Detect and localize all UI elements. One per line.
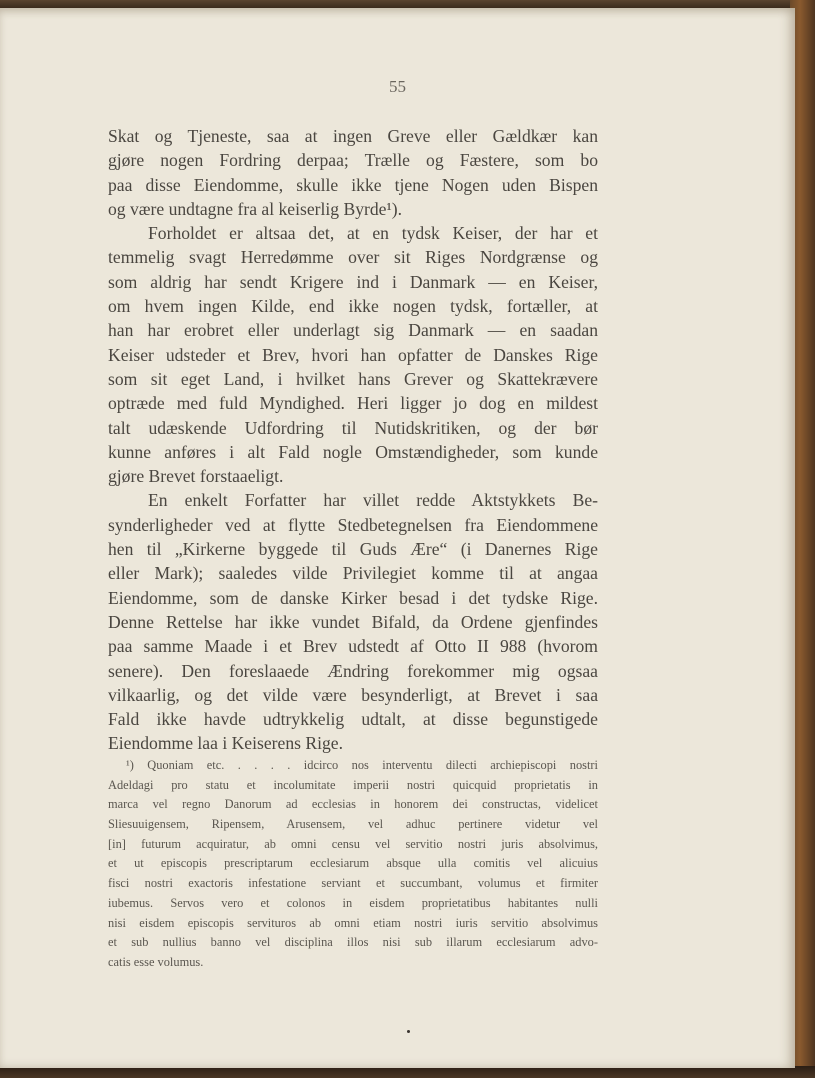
text-line: eller Mark); saaledes vilde Privilegiet komme til at angaa xyxy=(108,563,598,584)
text-line: kunne anføres i alt Fald nogle Omstændigheder, som kunde xyxy=(108,441,598,462)
text-line: synderligheder ved at flytte Stedbetegnelsen fra Eiendommene xyxy=(108,514,598,535)
footnote-line: fisci nostri exactoris infestatione serviant et succumbant, volumus et firmiter xyxy=(108,876,598,891)
text-line: temmelig svagt Herredømme over sit Riges Nordgrænse og xyxy=(108,247,598,268)
text-line: og være undtagne fra al keiserlig Byrde¹). xyxy=(108,198,403,219)
footnote-line: ¹) Quoniam etc. . . . . idcirco nos interventu dilecti archiepiscopi nostri xyxy=(126,758,598,772)
footnote xyxy=(108,756,598,973)
text-line: En enkelt Forfatter har villet redde Aktstykkets Be- xyxy=(148,490,598,511)
footnote-line: et sub nullius banno vel disciplina illos nisi sub illarum ecclesiarum advo- xyxy=(108,935,598,950)
footnote-line: iubemus. Servos vero et colonos in eisdem proprietatibus habitantes nulli xyxy=(108,895,598,910)
text-line: Skat og Tjeneste, saa at ingen Greve eller Gældkær kan xyxy=(108,126,598,146)
ink-speck xyxy=(407,1030,410,1033)
text-line: Denne Rettelse har ikke vundet Bifald, da Ordene gjenfindes xyxy=(108,611,598,632)
text-line: Keiser udsteder et Brev, hvori han opfatter de Danskes Rige xyxy=(108,344,598,365)
text-line: han har erobret eller underlagt sig Danmark — en saadan xyxy=(108,320,598,341)
footnote-line: nisi eisdem episcopis servituros ab omni etiam nostri iuris servitio absolvimus xyxy=(108,915,598,930)
footnote-line: [in] futurum acquiratur, ab omni censu vel servitio nostri juris absolvimus, xyxy=(108,836,598,851)
footnote-line: marca vel regno Danorum ad ecclesias in honorem dei constructas, videlicet xyxy=(108,797,598,812)
text-line: som sit eget Land, i hvilket hans Grever og Skattekrævere xyxy=(108,368,598,389)
text-line: Forholdet er altsaa det, at en tydsk Keiser, der har et xyxy=(148,223,598,244)
text-line: paa disse Eiendomme, skulle ikke tjene Nogen uden Bispen xyxy=(108,174,598,195)
text-line: paa samme Maade i et Brev udstedt af Otto II 988 (hvorom xyxy=(108,636,598,657)
text-line: senere). Den foreslaaede Ændring forekommer mig ogsaa xyxy=(108,660,598,681)
text-line: Eiendomme laa i Keiserens Rige. xyxy=(108,733,343,754)
text-line: om hvem ingen Kilde, end ikke nogen tydsk, fortæller, at xyxy=(108,296,598,317)
footnote-line: catis esse volumus. xyxy=(108,954,204,969)
body-text xyxy=(108,124,598,756)
text-line: gjøre nogen Fordring derpaa; Trælle og Fæstere, som bo xyxy=(108,150,598,171)
footnote-line: Adeldagi pro statu et incolumitate imperii nostri quicquid proprietatis in xyxy=(108,777,598,792)
text-line: Fald ikke havde udtrykkelig udtalt, at disse begunstigede xyxy=(108,709,598,730)
footnote-line: et ut episcopis prescriptarum ecclesiarum absque ulla comitis vel alicuius xyxy=(108,856,598,871)
book-page xyxy=(0,8,795,1068)
text-line: som aldrig har sendt Krigere ind i Danmark — en Keiser, xyxy=(108,271,598,292)
text-line: Eiendomme, som de danske Kirker besad i det tydske Rige. xyxy=(108,587,598,608)
text-line: optræde med fuld Myndighed. Heri ligger jo dog en mildest xyxy=(108,393,598,414)
text-line: vilkaarlig, og det vilde være besynderligt, at Brevet i saa xyxy=(108,684,598,705)
text-line: hen til „Kirkerne byggede til Guds Ære“ (i Danernes Rige xyxy=(108,539,598,560)
page-number: 55 xyxy=(389,77,406,96)
footnote-line: Sliesuuigensem, Ripensem, Arusensem, vel adhuc pertinere videtur vel xyxy=(108,817,598,832)
text-line: talt udæskende Udfordring til Nutidskritiken, og der bør xyxy=(108,417,598,438)
text-line: gjøre Brevet forstaaeligt. xyxy=(108,466,284,487)
